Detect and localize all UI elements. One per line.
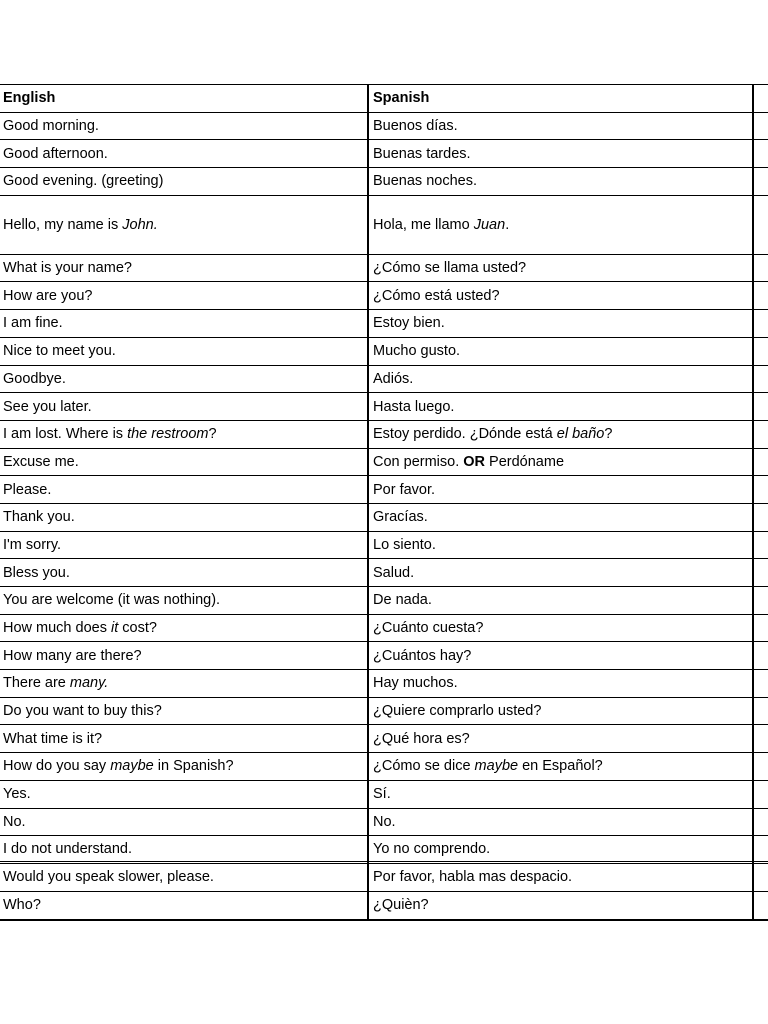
english-phrase: Good afternoon.	[3, 145, 108, 162]
english-phrase: Excuse me.	[3, 453, 79, 470]
spanish-phrase: Sí.	[373, 786, 391, 803]
english-phrase: How many are there?	[3, 647, 142, 664]
english-phrase: Good morning.	[3, 118, 99, 135]
table-row	[0, 615, 768, 643]
spanish-phrase: Hola, me llamo Juan .	[373, 216, 510, 233]
table-header-row	[0, 85, 768, 113]
spanish-phrase: Buenos días.	[373, 118, 458, 135]
english-phrase: What time is it?	[3, 730, 103, 747]
table-row	[0, 393, 768, 421]
table-row	[0, 698, 768, 726]
english-phrase: Do you want to buy this?	[3, 703, 162, 720]
spanish-phrase: ¿Cuánto cuesta?	[373, 620, 484, 637]
english-phrase: How are you?	[3, 287, 93, 304]
spanish-phrase: Por favor.	[373, 481, 436, 498]
table-row	[0, 421, 768, 449]
spanish-phrase: ¿Cómo está usted?	[373, 287, 500, 304]
table-row	[0, 140, 768, 168]
spanish-phrase: Buenas tardes.	[373, 145, 471, 162]
english-phrase: How much does it cost?	[3, 620, 157, 637]
english-phrase: What is your name?	[3, 260, 132, 277]
spanish-phrase: Con permiso. OR Perdóname	[373, 453, 565, 470]
spanish-phrase: Mucho gusto.	[373, 343, 461, 360]
spanish-phrase: ¿Quièn?	[373, 897, 429, 914]
spanish-phrase: No.	[373, 813, 396, 830]
spanish-phrase: Salud.	[373, 564, 415, 581]
english-phrase: Good evening. (greeting)	[3, 173, 164, 190]
table-row	[0, 282, 768, 310]
english-phrase: Thank you.	[3, 509, 75, 526]
english-phrase: Nice to meet you.	[3, 343, 116, 360]
spanish-phrase: Hay muchos.	[373, 675, 458, 692]
english-phrase: Who?	[3, 897, 41, 914]
table-row	[0, 532, 768, 560]
table-row	[0, 255, 768, 283]
spanish-phrase: Yo no comprendo.	[373, 840, 491, 857]
table-row	[0, 113, 768, 141]
spanish-phrase: Buenas noches.	[373, 173, 477, 190]
english-phrase: No.	[3, 813, 26, 830]
table-row	[0, 670, 768, 698]
table-row	[0, 310, 768, 338]
table-row	[0, 449, 768, 477]
table-row	[0, 725, 768, 753]
english-phrase: How do you say maybe in Spanish?	[3, 758, 234, 775]
table-row	[0, 559, 768, 587]
spanish-phrase: Estoy bien.	[373, 315, 445, 332]
header-english: English	[3, 90, 56, 107]
header-spanish: Spanish	[373, 90, 430, 107]
spanish-phrase: ¿Cómo se llama usted?	[373, 260, 527, 277]
english-phrase: I am lost. Where is the restroom ?	[3, 426, 217, 443]
english-phrase: I am fine.	[3, 315, 63, 332]
spanish-phrase: ¿Cómo se dice maybe en Español?	[373, 758, 603, 775]
spanish-phrase: Estoy perdido. ¿Dónde está el baño ?	[373, 426, 613, 443]
table-row	[0, 504, 768, 532]
english-phrase: I do not understand.	[3, 840, 132, 857]
english-phrase: There are many.	[3, 675, 109, 692]
table-body	[0, 113, 768, 920]
phrase-table	[0, 84, 768, 921]
spanish-phrase: Hasta luego.	[373, 398, 455, 415]
english-phrase: I'm sorry.	[3, 536, 62, 553]
table-row	[0, 864, 768, 892]
english-phrase: Goodbye.	[3, 370, 66, 387]
table-row	[0, 781, 768, 809]
spanish-phrase: De nada.	[373, 592, 432, 609]
table-row	[0, 476, 768, 504]
spanish-phrase: Por favor, habla mas despacio.	[373, 869, 573, 886]
table-row	[0, 196, 768, 255]
table-row	[0, 587, 768, 615]
table-row	[0, 338, 768, 366]
spanish-phrase: ¿Cuántos hay?	[373, 647, 472, 664]
spanish-phrase: Lo siento.	[373, 536, 436, 553]
table-row	[0, 753, 768, 781]
table-row	[0, 168, 768, 196]
table-row	[0, 809, 768, 837]
english-phrase: Yes.	[3, 786, 31, 803]
table-row	[0, 642, 768, 670]
english-phrase: Please.	[3, 481, 52, 498]
english-phrase: Would you speak slower, please.	[3, 869, 214, 886]
english-phrase: See you later.	[3, 398, 92, 415]
english-phrase: You are welcome (it was nothing).	[3, 592, 221, 609]
spanish-phrase: ¿Qué hora es?	[373, 730, 470, 747]
table-row	[0, 892, 768, 920]
spanish-phrase: ¿Quiere comprarlo usted?	[373, 703, 542, 720]
spanish-phrase: Adiós.	[373, 370, 414, 387]
english-phrase: Bless you.	[3, 564, 70, 581]
spanish-phrase: Gracías.	[373, 509, 428, 526]
english-phrase: Hello, my name is John.	[3, 216, 158, 233]
table-row	[0, 836, 768, 864]
table-row	[0, 366, 768, 394]
